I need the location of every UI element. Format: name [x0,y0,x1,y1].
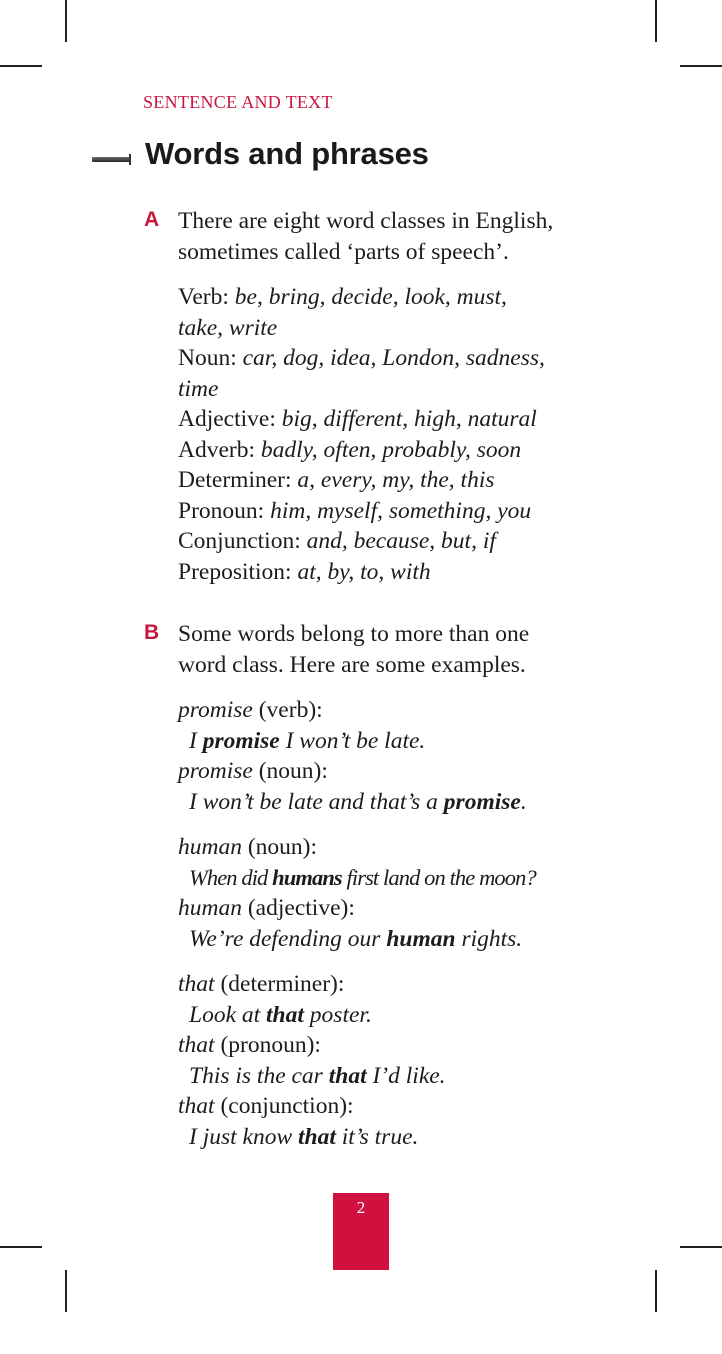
word-class-examples: be, bring, decide, look, must, [234,284,507,310]
word-class-examples: time [178,375,219,402]
spacer [178,680,698,695]
sentence-text: I won’t be late and that’s a [189,788,444,815]
example-word: promise [178,697,253,723]
word-class-label: Verb: [178,284,235,310]
sentence-text: I’d like. [366,1062,446,1089]
crop-mark [655,0,657,42]
example-word: human [178,895,242,921]
example-sentence [178,1061,698,1092]
crop-mark [0,1246,42,1248]
sentence-text: rights. [455,925,523,952]
example-heading [178,1091,698,1122]
word-class-label: Conjunction: [178,528,307,554]
word-class-row [178,343,698,374]
example-sentence [178,1000,698,1031]
example-sentence [178,863,698,894]
highlighted-word: that [266,1001,304,1028]
example-word: that [178,971,215,997]
example-class: (adjective): [247,895,355,921]
intro-line: word class. Here are some examples. [178,651,526,678]
word-class-label: Adverb: [178,436,261,463]
word-class-label: Determiner: [178,467,298,493]
example-heading [178,695,698,726]
word-class-row [178,435,698,466]
word-class-row [178,282,698,313]
sentence-text: first land on the moon? [341,864,536,890]
word-class-label: Noun: [178,345,243,371]
example-heading [178,756,698,787]
sentence-text: This is the car [189,1062,329,1089]
spacer [178,954,698,969]
example-group [178,695,698,817]
example-class: (noun): [258,758,328,784]
example-class: (pronoun): [220,1032,321,1058]
page-number: 2 [333,1193,389,1270]
sentence-text: We’re defending our [189,925,387,952]
example-sentence [178,726,698,757]
word-class-examples: big, different, high, natural [281,406,537,432]
example-class: (determiner): [220,971,345,997]
intro-line: Some words belong to more than one [178,621,530,647]
word-class-row-continued [178,313,698,344]
example-groups [178,680,698,1152]
example-sentence [178,1122,698,1153]
example-heading [178,893,698,924]
highlighted-word: that [328,1062,367,1089]
word-class-row [178,496,698,527]
example-heading [178,832,698,863]
example-word: that [178,1032,215,1058]
word-class-examples: car, dog, idea, London, sadness, [242,345,545,371]
word-class-examples: at, by, to, with [297,558,431,585]
crop-mark [65,0,67,42]
example-heading [178,969,698,1000]
intro-line: There are eight word classes in English, [178,208,554,234]
example-heading [178,1030,698,1061]
intro-line: sometimes called ‘parts of speech’. [178,238,509,265]
word-class-row [178,557,698,588]
crop-mark [680,65,722,67]
sentence-text: I [189,727,203,754]
example-class: (verb): [258,697,323,723]
running-head: SENTENCE AND TEXT [143,92,333,112]
highlighted-word: promise [443,788,521,815]
sentence-text: it’s true. [335,1123,419,1150]
spacer [178,817,698,832]
highlighted-word: that [298,1123,336,1150]
word-class-label: Preposition: [178,558,298,585]
section-a-intro [178,206,698,267]
example-sentence [178,787,698,818]
example-word: that [178,1093,215,1119]
highlighted-word: promise [202,727,280,754]
page-title: Words and phrases [145,136,429,171]
example-word: promise [178,758,253,784]
section-b-intro [178,619,698,680]
crop-mark [0,65,42,67]
crop-mark [655,1270,657,1312]
example-group [178,832,698,954]
word-class-label: Pronoun: [178,497,271,524]
example-sentence [178,924,698,955]
sentence-text: . [520,788,527,815]
word-class-examples: and, because, but, if [306,528,496,554]
section-letter-a: A [144,208,160,231]
highlighted-word: humans [272,864,342,890]
sentence-text: poster. [303,1001,372,1028]
section-a [178,206,698,587]
word-class-examples: badly, often, probably, soon [260,436,522,463]
crop-mark [680,1246,722,1248]
word-class-examples: him, myself, something, you [270,497,532,524]
word-class-row [178,404,698,435]
section-b [178,619,698,1152]
word-class-row [178,465,698,496]
word-class-row [178,526,698,557]
sentence-text: I just know [189,1123,299,1150]
example-class: (noun): [247,834,318,860]
sentence-text: Look at [189,1001,267,1028]
word-class-examples: a, every, my, the, this [297,467,495,493]
section-letter-b: B [144,621,160,644]
sentence-text: When did [189,864,273,890]
word-class-row-continued [178,374,698,405]
example-group [178,969,698,1152]
example-word: human [178,834,242,860]
crop-mark [65,1270,67,1312]
word-class-examples: take, write [178,314,278,341]
sentence-text: I won’t be late. [279,727,426,754]
example-class: (conjunction): [220,1093,354,1119]
word-class-label: Adjective: [178,406,282,432]
highlighted-word: human [386,925,456,952]
word-class-list [178,282,698,587]
title-rule [92,157,130,162]
